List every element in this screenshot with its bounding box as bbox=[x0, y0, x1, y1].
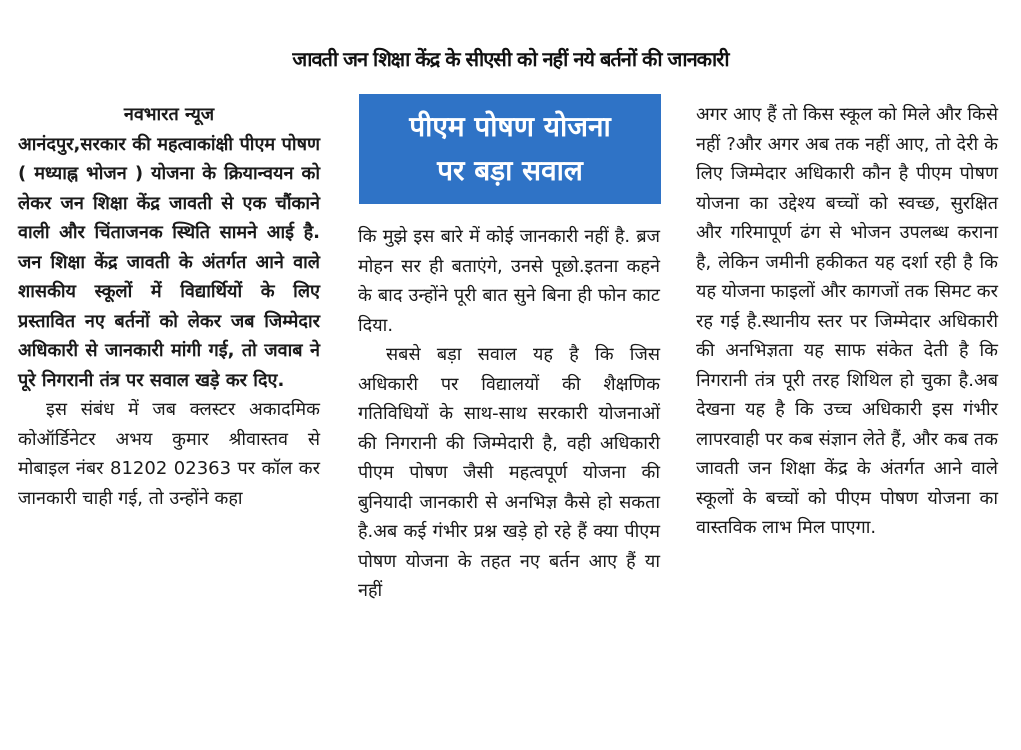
headline: जावती जन शिक्षा केंद्र के सीएसी को नहीं नये बर्तनों की जानकारी bbox=[292, 47, 729, 72]
byline: नवभारत न्यूज bbox=[123, 104, 215, 125]
highlight-box bbox=[359, 94, 661, 204]
body-paragraph-1-start: इस संबंध में जब क्लस्टर अकादमिक कोऑर्डिनेटर अभय कुमार श्रीवास्तव से मोबाइल नंबर 81202 02363 पर कॉल कर जानकारी चाही गई, तो उन्होंने कहा bbox=[18, 399, 320, 509]
highlight-box-line-2: पर बड़ा सवाल bbox=[437, 154, 583, 187]
body-paragraph-1-end: कि मुझे इस बारे में कोई जानकारी नहीं है. ब्रज मोहन सर ही बताएंगे, उनसे पूछो.इतना कहने के बाद उन्होंने पूरी बात सुने बिना ही फोन काट दिया. bbox=[358, 226, 660, 336]
body-paragraph-2-end: अगर आए हैं तो किस स्कूल को मिले और किसे नहीं ?और अगर अब तक नहीं आए, तो देरी के लिए जिम्मेदार अधिकारी कौन है पीएम पोषण योजना का उद्देश्य बच्चों को स्वच्छ, सुरक्षित और गरिमापूर्ण ढंग से भोजन उपलब्ध कराना है, लेकिन जमीनी हकीकत यह दर्शा रही है कि यह योजना फाइलों और कागजों तक सिमट कर रह गई है.स्थानीय स्तर पर जिम्मेदार अधिकारी की अनभिज्ञता यह साफ संकेत देती है कि निगरानी तंत्र पूरी तरह शिथिल हो चुका है.अब देखना यह है कि उच्च अधिकारी इस गंभीर लापरवाही पर कब संज्ञान लेते हैं, और कब तक जावती जन शिक्षा केंद्र के अंतर्गत आने वाले स्कूलों के बच्चों को पीएम पोषण योजना का वास्तविक लाभ मिल पाएगा. bbox=[696, 104, 998, 538]
article-column-3 bbox=[696, 100, 998, 543]
highlight-box-line-1: पीएम पोषण योजना bbox=[409, 110, 611, 143]
article-column-2 bbox=[358, 222, 660, 606]
body-paragraph-2-start: सबसे बड़ा सवाल यह है कि जिस अधिकारी पर विद्यालयों की शैक्षणिक गतिविधियों के साथ-साथ सरकारी योजनाओं की निगरानी की जिम्मेदारी है, वही अधिकारी पीएम पोषण जैसी महत्वपूर्ण योजना की बुनियादी जानकारी से अनभिज्ञ कैसे हो सकता है.अब कई गंभीर प्रश्न खड़े हो रहे हैं क्या पीएम पोषण योजना के तहत नए बर्तन आए हैं या नहीं bbox=[358, 344, 660, 601]
article-column-1 bbox=[18, 100, 320, 513]
lead-paragraph: आनंदपुर,सरकार की महत्वाकांक्षी पीएम पोषण ( मध्याह्न भोजन ) योजना के क्रियान्वयन को लेकर जन शिक्षा केंद्र जावती से एक चौंकाने वाली और चिंताजनक स्थिति सामने आई है. जन शिक्षा केंद्र जावती के अंतर्गत आने वाले शासकीय स्कूलों में विद्यार्थियों के लिए प्रस्तावित नए बर्तनों को लेकर जब जिम्मेदार अधिकारी से जानकारी मांगी गई, तो जवाब ने पूरे निगरानी तंत्र पर सवाल खड़े कर दिए. bbox=[18, 133, 320, 391]
